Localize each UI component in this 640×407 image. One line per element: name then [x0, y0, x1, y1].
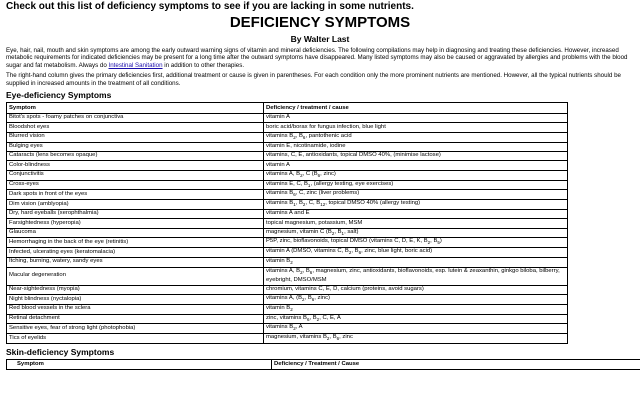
eye-table-body [7, 114, 568, 344]
treatment-cell: vitamins E, C, $B_1$, (allergy testing, eye exercises) [264, 180, 568, 190]
treatment-cell: vitamins $B_1$, $B_2$, C, $B_{12}$, topical DMSO 40% (allergy testing) [264, 200, 568, 210]
treatment-cell: P5P, zinc, bioflavonoids, topical DMSO (vitamins C, D, E, K, $B_2$, $B_5$) [264, 238, 568, 248]
table-row [7, 114, 568, 123]
symptom-cell: Infected, ulcerating eyes (keratomalacia) [7, 248, 264, 258]
treatment-cell: magnesium, vitamin C ($B_2$, $B_1$, salt) [264, 228, 568, 238]
treatment-cell: vitamins $B_6$, C, zinc (liver problems) [264, 190, 568, 200]
symptom-cell: Bloodshot eyes [7, 123, 264, 132]
symptom-cell: Cataracts (lens becomes opaque) [7, 151, 264, 160]
column-header-symptom: Symptom [7, 103, 264, 114]
intro-text-1: Eye, hair, nail, mouth and skin symptoms are among the early outward warning signs of vitamin and mineral deficiencies. The following compilations may help in diagnosing and treating these deficiencies. However, increased metabolic requirements for indicated deficiencies may be present for a long time after the outward symptoms have disappeared. Many listed symptoms may also be caused or aggravated by allergies and problems with the blood sugar and fat metabolism. Always do [6, 47, 627, 69]
table-row [7, 132, 568, 142]
table-row [7, 257, 568, 267]
symptom-cell: Farsightedness (hyperopia) [7, 219, 264, 228]
eye-symptoms-table [6, 102, 568, 344]
symptom-cell: Blurred vision [7, 132, 264, 142]
table-row [7, 324, 568, 334]
intro-paragraph [6, 47, 634, 69]
treatment-cell: boric acid/borax for fungus infection, blue light [264, 123, 568, 132]
symptom-cell: Dark spots in front of the eyes [7, 190, 264, 200]
symptom-cell: Bulging eyes [7, 142, 264, 151]
table-row [7, 190, 568, 200]
column-header-symptom: Symptom [7, 359, 272, 369]
explanation-paragraph: The right-hand column gives the primary deficiencies first, additional treatment or cause is given in parentheses. For each condition only the more prominent nutrients are mentioned. However, all the typical nutrients should be supplied in increased amounts in the treatment of all conditions. [6, 72, 634, 87]
table-row [7, 228, 568, 238]
treatment-cell: vitamins A, ($B_2$, $B_6$, zinc) [264, 295, 568, 305]
treatment-cell: vitamin A [264, 161, 568, 170]
symptom-cell: Red blood vessels in the sclera [7, 304, 264, 314]
treatment-cell: vitamins A, $B_2$, C ($B_6$, zinc) [264, 170, 568, 180]
symptom-cell: Retinal detachment [7, 314, 264, 324]
table-row [7, 238, 568, 248]
intro-text-2: in addition to other therapies. [163, 62, 245, 69]
table-row [7, 142, 568, 151]
symptom-cell: Macular degeneration [7, 267, 264, 285]
treatment-cell: vitamins A and E [264, 209, 568, 218]
symptom-cell: Sensitive eyes, fear of strong light (photophobia) [7, 324, 264, 334]
table-row [7, 285, 568, 294]
table-row [7, 209, 568, 218]
eye-section-heading: Eye-deficiency Symptoms [6, 90, 634, 100]
symptom-cell: Dim vision (amblyopia) [7, 200, 264, 210]
table-row [7, 248, 568, 258]
treatment-cell: vitamins $B_2$, A [264, 324, 568, 334]
intro-line: Check out this list of deficiency symptoms to see if you are lacking in some nutrients. [6, 1, 634, 12]
table-header-row [7, 103, 568, 114]
treatment-cell: vitamin E, nicotinamide, iodine [264, 142, 568, 151]
symptom-cell: Color-blindness [7, 161, 264, 170]
table-row [7, 170, 568, 180]
treatment-cell: zinc, vitamins $B_6$, $B_2$, C, E, A [264, 314, 568, 324]
table-row [7, 219, 568, 228]
table-row [7, 180, 568, 190]
treatment-cell: vitamins A, $B_2$, $B_6$, magnesium, zinc, antioxidants, bioflavonoids, esp. lutein & zeaxanthin, ginkgo biloba, bilberry, eyebright, DMSO/MSM [264, 267, 568, 285]
skin-section-heading: Skin-deficiency Symptoms [6, 347, 634, 357]
table-row [7, 267, 568, 285]
page [0, 1, 640, 370]
page-title: DEFICIENCY SYMPTOMS [6, 15, 634, 31]
symptom-cell: Dry, hard eyeballs (xerophthalmia) [7, 209, 264, 218]
treatment-cell: chromium, vitamins C, E, D, calcium (proteins, avoid sugars) [264, 285, 568, 294]
author-byline: By Walter Last [6, 34, 634, 44]
symptom-cell: Bitot's spots - foamy patches on conjunctiva [7, 114, 264, 123]
symptom-cell: Itching, burning, watery, sandy eyes [7, 257, 264, 267]
table-row [7, 295, 568, 305]
symptom-cell: Near-sightedness (myopia) [7, 285, 264, 294]
treatment-cell: vitamin A [264, 114, 568, 123]
symptom-cell: Hemorrhaging in the back of the eye (retinitis) [7, 238, 264, 248]
symptom-cell: Glaucoma [7, 228, 264, 238]
table-row [7, 314, 568, 324]
table-row [7, 161, 568, 170]
symptom-cell: Conjunctivitis [7, 170, 264, 180]
table-row [7, 200, 568, 210]
treatment-cell: vitamins $B_2$, $B_6$, pantothenic acid [264, 132, 568, 142]
intestinal-sanitation-link[interactable]: Intestinal Sanitation [109, 62, 163, 69]
symptom-cell: Tics of eyelids [7, 334, 264, 344]
table-row [7, 123, 568, 132]
treatment-cell: magnesium, vitamins $B_2$, $B_6$, zinc [264, 334, 568, 344]
table-header-row [7, 359, 640, 369]
treatment-cell: vitamin $B_2$ [264, 304, 568, 314]
skin-symptoms-table [6, 359, 640, 370]
symptom-cell: Night blindness (nyctalopia) [7, 295, 264, 305]
column-header-treatment: Deficiency / treatment / cause [264, 103, 568, 114]
column-header-treatment: Deficiency / Treatment / Cause [272, 359, 640, 369]
table-row [7, 151, 568, 160]
treatment-cell: vitamin $B_2$ [264, 257, 568, 267]
treatment-cell: vitamins, C, E, antioxidants, topical DMSO 40%, (minimise lactose) [264, 151, 568, 160]
symptom-cell: Cross-eyes [7, 180, 264, 190]
treatment-cell: vitamin A (DMSO, vitamins C, $B_2$, $B_6$, zinc, blue light, boric acid) [264, 248, 568, 258]
table-row [7, 334, 568, 344]
table-row [7, 304, 568, 314]
treatment-cell: topical magnesium, potassium, MSM [264, 219, 568, 228]
